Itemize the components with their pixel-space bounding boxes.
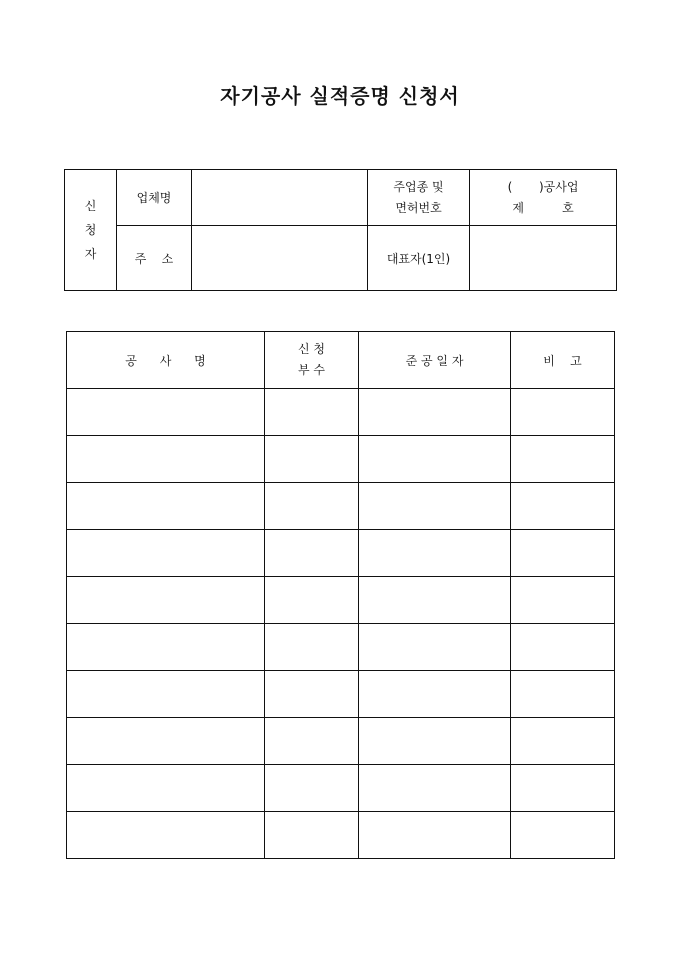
main-industry-label-line1: 주업종 및 bbox=[393, 179, 444, 194]
completion-date-cell[interactable] bbox=[359, 436, 511, 483]
company-name-label: 업체명 bbox=[117, 170, 192, 226]
main-industry-label-line2: 면허번호 bbox=[395, 200, 442, 215]
project-name-cell[interactable] bbox=[67, 577, 265, 624]
representative-field[interactable] bbox=[470, 226, 617, 291]
completion-date-cell[interactable] bbox=[359, 812, 511, 859]
remarks-cell[interactable] bbox=[511, 530, 615, 577]
header-copies-line1: 신 청 bbox=[298, 342, 325, 356]
header-copies bbox=[265, 332, 359, 389]
side-char: 청 bbox=[84, 223, 97, 237]
header-completion-date: 준 공 일 자 bbox=[359, 332, 511, 389]
main-industry-label bbox=[368, 170, 470, 226]
project-name-cell[interactable] bbox=[67, 530, 265, 577]
copies-cell[interactable] bbox=[265, 624, 359, 671]
table-row bbox=[67, 624, 615, 671]
table-row bbox=[67, 718, 615, 765]
remarks-cell[interactable] bbox=[511, 765, 615, 812]
table-row bbox=[67, 577, 615, 624]
header-copies-line2: 부 수 bbox=[298, 363, 325, 377]
completion-date-cell[interactable] bbox=[359, 671, 511, 718]
applicant-side-label bbox=[65, 170, 117, 291]
copies-cell[interactable] bbox=[265, 389, 359, 436]
remarks-cell[interactable] bbox=[511, 389, 615, 436]
completion-date-cell[interactable] bbox=[359, 765, 511, 812]
copies-cell[interactable] bbox=[265, 812, 359, 859]
copies-cell[interactable] bbox=[265, 577, 359, 624]
applicant-table bbox=[64, 169, 617, 291]
address-label: 주 소 bbox=[117, 226, 192, 291]
copies-cell[interactable] bbox=[265, 671, 359, 718]
table-row bbox=[67, 483, 615, 530]
header-remarks: 비 고 bbox=[511, 332, 615, 389]
table-row bbox=[67, 530, 615, 577]
side-char: 신 bbox=[84, 199, 97, 213]
records-table bbox=[66, 331, 615, 859]
completion-date-cell[interactable] bbox=[359, 577, 511, 624]
table-row bbox=[67, 389, 615, 436]
representative-label: 대표자(1인) bbox=[368, 226, 470, 291]
remarks-cell[interactable] bbox=[511, 624, 615, 671]
remarks-cell[interactable] bbox=[511, 483, 615, 530]
copies-cell[interactable] bbox=[265, 483, 359, 530]
table-row bbox=[67, 765, 615, 812]
project-name-cell[interactable] bbox=[67, 812, 265, 859]
industry-value-line2: 제 호 bbox=[512, 200, 574, 215]
completion-date-cell[interactable] bbox=[359, 530, 511, 577]
remarks-cell[interactable] bbox=[511, 812, 615, 859]
company-name-field[interactable] bbox=[192, 170, 368, 226]
copies-cell[interactable] bbox=[265, 718, 359, 765]
remarks-cell[interactable] bbox=[511, 577, 615, 624]
table-row bbox=[67, 436, 615, 483]
remarks-cell[interactable] bbox=[511, 718, 615, 765]
completion-date-cell[interactable] bbox=[359, 718, 511, 765]
copies-cell[interactable] bbox=[265, 765, 359, 812]
header-project-name: 공 사 명 bbox=[67, 332, 265, 389]
industry-license-field[interactable] bbox=[470, 170, 617, 226]
completion-date-cell[interactable] bbox=[359, 483, 511, 530]
project-name-cell[interactable] bbox=[67, 671, 265, 718]
table-row bbox=[67, 812, 615, 859]
remarks-cell[interactable] bbox=[511, 671, 615, 718]
project-name-cell[interactable] bbox=[67, 624, 265, 671]
remarks-cell[interactable] bbox=[511, 436, 615, 483]
completion-date-cell[interactable] bbox=[359, 624, 511, 671]
document-title: 자기공사 실적증명 신청서 bbox=[220, 84, 460, 108]
address-field[interactable] bbox=[192, 226, 368, 291]
project-name-cell[interactable] bbox=[67, 765, 265, 812]
project-name-cell[interactable] bbox=[67, 718, 265, 765]
copies-cell[interactable] bbox=[265, 436, 359, 483]
project-name-cell[interactable] bbox=[67, 483, 265, 530]
completion-date-cell[interactable] bbox=[359, 389, 511, 436]
industry-value-line1: ( )공사업 bbox=[507, 179, 579, 194]
project-name-cell[interactable] bbox=[67, 436, 265, 483]
project-name-cell[interactable] bbox=[67, 389, 265, 436]
side-char: 자 bbox=[84, 247, 97, 261]
copies-cell[interactable] bbox=[265, 530, 359, 577]
table-row bbox=[67, 671, 615, 718]
